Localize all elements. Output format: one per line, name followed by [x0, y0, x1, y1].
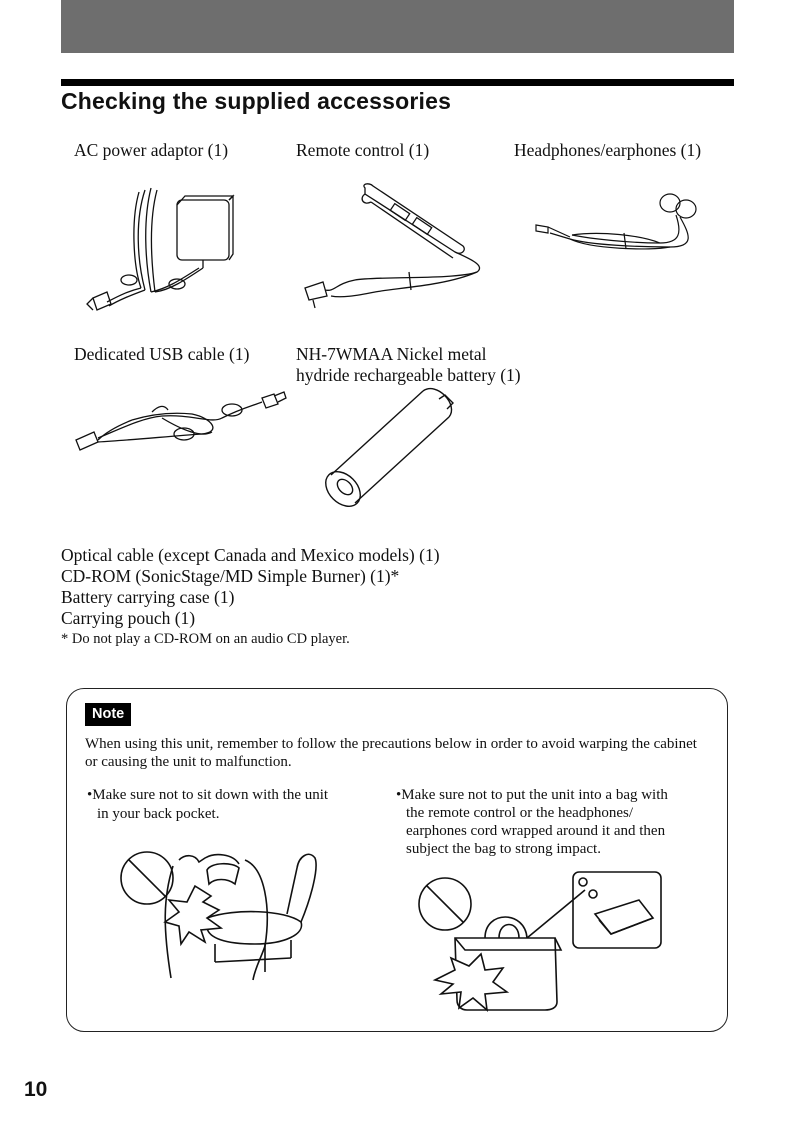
accessory-label-remote: Remote control (1) — [296, 140, 430, 160]
bullet-text-line: Make sure not to sit down with the unit — [92, 787, 329, 803]
section-rule — [61, 79, 734, 86]
footnote: * Do not play a CD-ROM on an audio CD player. — [61, 631, 350, 647]
bullet-text-line: Make sure not to put the unit into a bag with — [401, 787, 668, 803]
bullet-text-line: earphones cord wrapped around it and then — [406, 823, 666, 839]
headphones-icon — [530, 185, 710, 265]
usb-cable-icon — [72, 388, 287, 463]
bullet-text-line: the remote control or the headphones/ — [406, 805, 634, 821]
battery-icon — [325, 385, 465, 510]
accessory-label-usb: Dedicated USB cable (1) — [74, 344, 250, 364]
note-bullet-1 — [87, 786, 328, 804]
list-item: Optical cable (except Canada and Mexico models) (1) — [61, 545, 440, 565]
accessory-label-battery-2: hydride rechargeable battery (1) — [296, 365, 521, 385]
header-band — [61, 0, 734, 53]
accessory-label-battery-1: NH-7WMAA Nickel metal — [296, 344, 487, 364]
other-items-list — [61, 545, 440, 629]
accessory-label-headphones: Headphones/earphones (1) — [514, 140, 702, 160]
note-intro: When using this unit, remember to follow the precautions below in order to avoid warping the cabinet or causing the unit to malfunction. — [85, 736, 697, 770]
accessory-label-ac-adaptor: AC power adaptor (1) — [74, 140, 229, 160]
note-badge: Note — [85, 703, 131, 726]
remote-control-icon — [295, 180, 490, 310]
list-item: Battery carrying case (1) — [61, 587, 235, 607]
no-bag-impact-illustration — [415, 870, 665, 1015]
bullet-text-line: in your back pocket. — [97, 806, 220, 822]
page-number: 10 — [24, 1078, 48, 1101]
page-title: Checking the supplied accessories — [61, 88, 452, 114]
no-sitting-illustration — [115, 848, 335, 983]
bullet-marker: • — [87, 787, 93, 803]
note-bullet-2 — [396, 786, 668, 804]
ac-power-adaptor-icon — [85, 180, 235, 320]
bullet-marker: • — [396, 787, 402, 803]
bullet-text-line: subject the bag to strong impact. — [406, 841, 601, 857]
list-item: Carrying pouch (1) — [61, 608, 196, 628]
list-item: CD-ROM (SonicStage/MD Simple Burner) (1)* — [61, 566, 400, 586]
